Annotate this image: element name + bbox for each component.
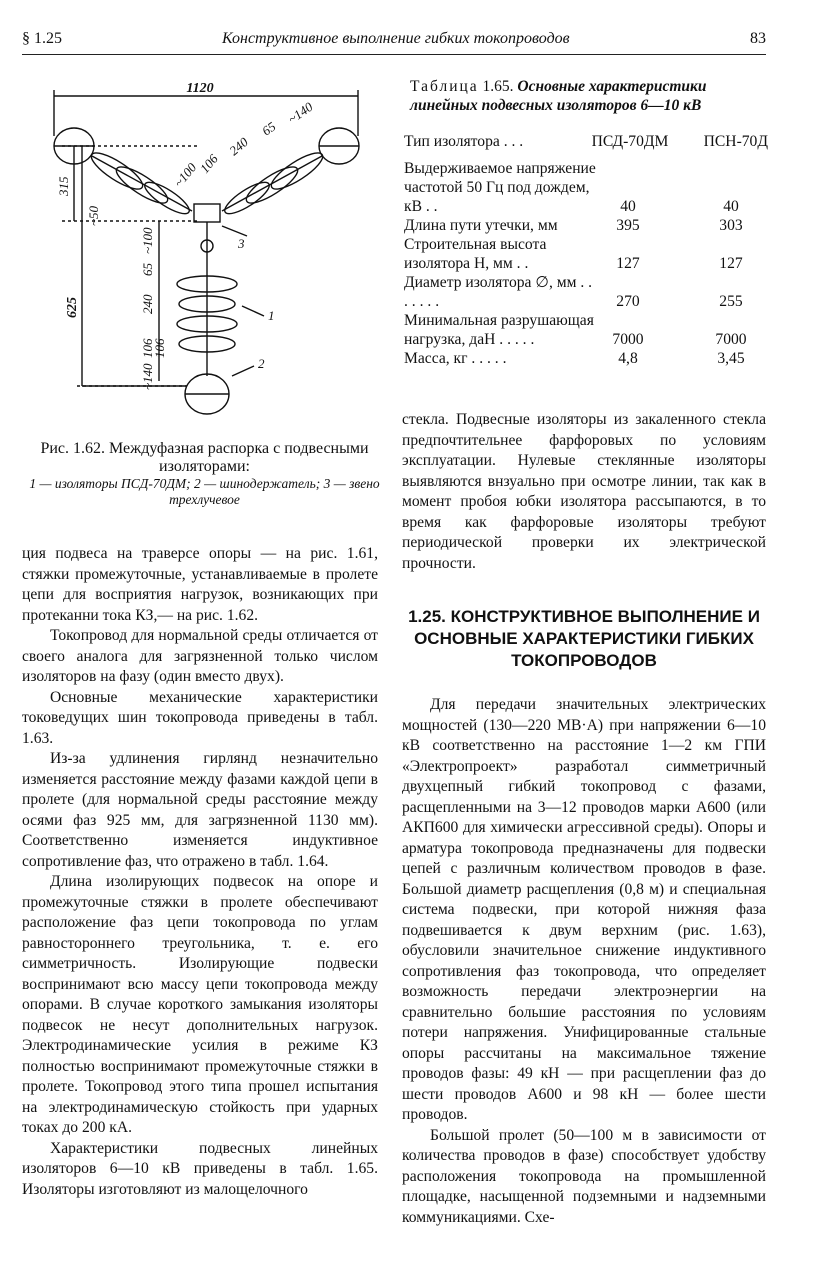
paragraph: Из-за удлинения гирлянд незначительно изменяется расстояние между фазами каждой цепи в пролете (для нормальной среды расстояние между осями фаз 925 мм, для загрязненной 1130 мм). Соответственно изменяется индуктивное сопротивление фаз, что отражено в табл. 1.64. [22,750,378,870]
table-row-label: Строительная высота изолятора Н, мм . . [404,236,547,272]
table-cell: 127 [616,255,640,272]
table-caption-prefix: Таблица [410,78,479,95]
section-number: § 1.25 [22,30,62,47]
table-caption-number: 1.65. [482,78,514,95]
paragraph: стекла. Подвесные изоляторы из закаленного стекла предпочтительнее фарфоровых по условиям эксплуатации. Нулевые стеклянные изоляторы выявляются внзуально при осмотре линии, так как в момент пробоя юбки изолятора рассыпаются, в то время как фарфоровые изоляторы требуют периодической проверки их электрической прочности. [402,411,766,572]
paragraph: ция подвеса на траверсе опоры — на рис. 1.61, стяжки промежуточные, устанавливаемые в пролете цепи для восприятия нагрузок, возникающих при протеканни тока КЗ,— на рис. 1.62. [22,545,378,624]
dim-240v: 240 [140,294,155,314]
paragraph: Длина изолирующих подвесок на опоре и промежуточные стяжки в пролете обеспечивают расположение фаз цепи токопровода по углам равностороннего треугольника, т. е. его симметричность. Изолирующие подвески воспринимают всю массу цепи токопровода между опорами. В случае короткого замыкания изоляторы подвесок не несут дополнительных нагрузок. Электродинамические усилия в режиме КЗ полностью воспринимают промежуточные стяжки в пролете. Токопровод этого типа прошел испытания на электродинамическую стойкость при ударных токах до 200 кА. [22,873,378,1136]
table-cell: 40 [723,198,739,215]
insulator-table [404,132,768,368]
section-title: 1.25. КОНСТРУКТИВНОЕ ВЫПОЛНЕНИЕ И ОСНОВНЫЕ ХАРАКТЕРИСТИКИ ГИБКИХ ТОКОПРОВОДОВ [408,607,760,670]
dim-100v: ~100 [140,227,155,254]
table-col2-header: ПСН-70Д [703,133,768,150]
three-ray-link [194,204,220,222]
figure-caption-title: Рис. 1.62. Междуфазная распорка с подвесными изоляторами: [40,440,369,475]
table-cell: 303 [719,217,743,234]
dim-140v: ~140 [140,363,155,390]
label-1: 1 [268,308,275,323]
table-caption [410,78,766,115]
table-cell: 255 [719,293,743,310]
running-title: Конструктивное выполнение гибких токопроводов [222,30,570,47]
label-2: 2 [258,356,265,371]
table-row-label: Диаметр изолятора ∅, мм . . . . . . . [404,274,593,310]
figure-caption [22,440,387,508]
figure-caption-legend: 1 — изоляторы ПСД-70ДМ; 2 — шинодержатель; 3 — звено трехлучевое [29,476,380,507]
dim-diag-65: 65 [259,118,279,139]
table-row [404,311,768,349]
label-3: 3 [238,236,245,251]
dim-315: 315 [56,176,71,196]
table-cell: 270 [616,293,640,310]
dim-65v: 65 [140,263,155,276]
table-row-label: Минимальная разрушающая нагрузка, даН . . . . . [404,312,594,348]
page-header [22,30,766,54]
header-rule [22,54,766,55]
dim-diag-100: ~100 [170,159,200,190]
table-cell: 40 [620,198,636,215]
right-column-bottom-text [402,695,766,1228]
vertical-insulator-string [177,276,237,376]
figure-spacer-diagram [22,76,382,432]
dim-1120: 1120 [186,81,214,96]
table-header-label: Тип изолятора . . . [404,133,524,150]
table-cell: 395 [616,217,640,234]
dim-diag-240: 240 [226,134,251,159]
table-caption-title: Основные характеристики линейных подвесных изоляторов 6—10 кВ [410,78,707,114]
right-column-top-text [402,410,766,574]
paragraph: Основные механические характеристики токоведущих шин токопровода приведены в табл. 1.63. [22,688,378,747]
table-row [404,273,768,311]
dim-625: 625 [65,297,80,318]
table-row [404,235,768,273]
table-cell: 127 [719,255,743,272]
paragraph: Для передачи значительных электрических мощностей (130—220 МВ·А) при напряжении 6—10 кВ соответственно на расстояние 1—2 км ГПИ «Электропроект» разработал симметричный двухцепный гибкий токопровод с фазами, расщепленными на 3—12 проводов марки А600 (или АКП600 для химически агрессивной среды). Опоры и арматура токопровода предназначены для подвески цепей с различным количеством проводов в фазе. Большой диаметр расщепления (0,8 м) и специальная система подвески, при которой нижняя фаза подвешивается к двум верхним (рис. 1.63), обусловили значительное снижение индуктивного сопротивления фаз токопровода, что определяет возможность передачи электроэнергии на сравнительно большие расстояния по условиям потери напряжения. Унифицированные стальные опоры рассчитаны на максимальное тяжение проводов фазы: 49 кН — при расщеплении фаз до шести проводов А600 и 98 кН — более шести проводов. [402,696,766,1123]
table-col1-header: ПСД-70ДМ [591,133,669,150]
dim-106v2: 106 [152,338,167,358]
paragraph: Большой пролет (50—100 м в зависимости от количества проводов в фазе) способствует удобству расположения токопровода на промышленной площадке, насыщенной подземными и надземными коммуникациями. Схе- [402,1126,766,1226]
table-row [404,159,768,216]
table-row [404,349,768,368]
dim-diag-106: 106 [196,151,221,176]
table-header-row [404,132,768,151]
paragraph: Характеристики подвесных линейных изоляторов 6—10 кВ приведены в табл. 1.65. Изоляторы изготовляют из малощелочного [22,1139,378,1198]
table-cell: 7000 [612,331,644,348]
right-insulator-string [221,147,327,219]
table-cell: 3,45 [717,350,745,367]
dim-50: ~50 [86,205,101,226]
table-row-label: Выдерживаемое напряжение частотой 50 Гц под дождем, кВ . . [404,160,596,215]
dim-diag-140: ~140 [285,98,316,127]
table-cell: 7000 [715,331,747,348]
paragraph: Токопровод для нормальной среды отличается от своего аналога для загрязненной только числом изоляторов на фазу (один вместо двух). [22,627,378,685]
table-row [404,216,768,235]
table-row-label: Длина пути утечки, мм [404,217,558,234]
table-row-label: Масса, кг . . . . . [404,350,507,367]
left-column-text [22,544,378,1200]
page-number: 83 [750,30,766,47]
table-cell: 4,8 [618,350,638,367]
dim-106v: 106 [140,338,155,358]
